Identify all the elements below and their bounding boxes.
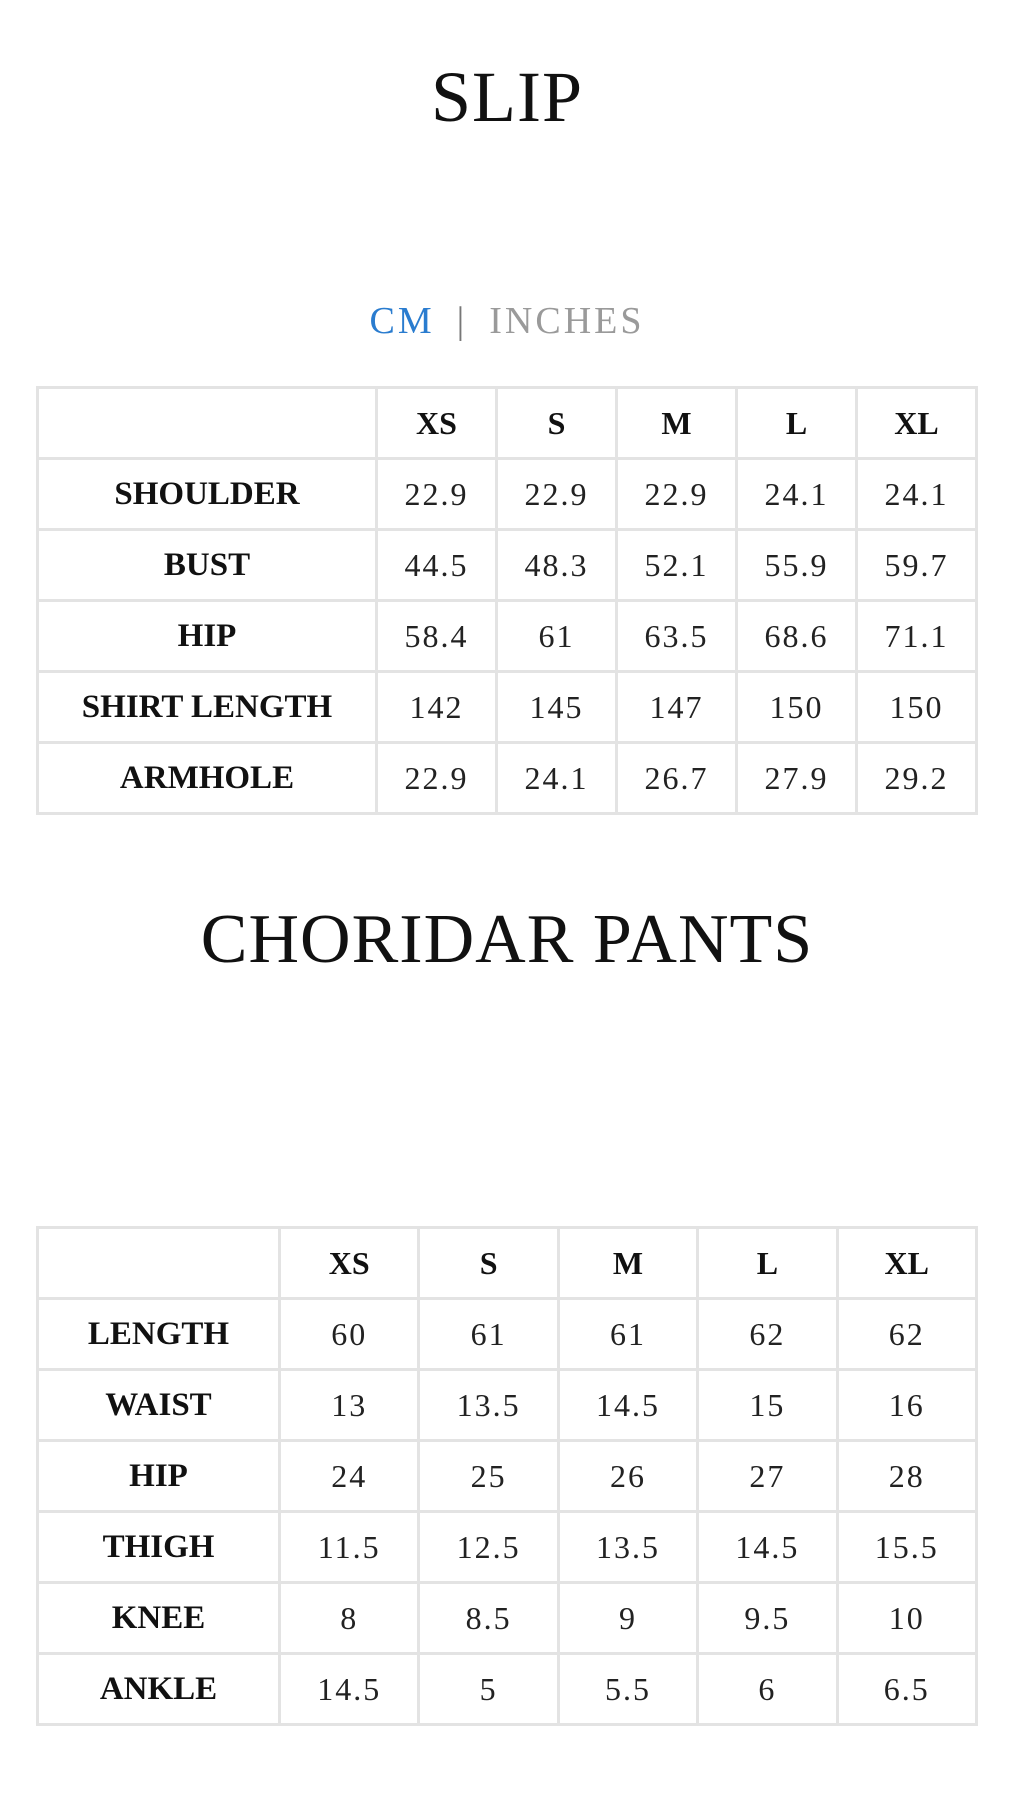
table-cell: 145	[497, 672, 617, 743]
table-cell: 8	[280, 1583, 419, 1654]
table-cell: 71.1	[857, 601, 977, 672]
row-label: ARMHOLE	[38, 743, 377, 814]
row-label: HIP	[38, 1441, 280, 1512]
table-cell: 61	[497, 601, 617, 672]
size-header-xl: XL	[837, 1228, 976, 1299]
table-row	[38, 1441, 977, 1512]
table-row	[38, 1583, 977, 1654]
choridar-size-table	[36, 1226, 978, 1726]
table-cell: 22.9	[377, 743, 497, 814]
table-cell: 28	[837, 1441, 976, 1512]
table-cell: 27.9	[737, 743, 857, 814]
table-cell: 13.5	[419, 1370, 558, 1441]
size-header-xl: XL	[857, 388, 977, 459]
table-cell: 11.5	[280, 1512, 419, 1583]
table-cell: 6	[698, 1654, 837, 1725]
table-cell: 15	[698, 1370, 837, 1441]
size-header-l: L	[737, 388, 857, 459]
table-cell: 16	[837, 1370, 976, 1441]
table-cell: 27	[698, 1441, 837, 1512]
row-label: LENGTH	[38, 1299, 280, 1370]
table-cell: 22.9	[617, 459, 737, 530]
size-header-xs: XS	[280, 1228, 419, 1299]
slip-size-table	[36, 386, 978, 815]
unit-toggle	[0, 296, 1014, 346]
table-cell: 29.2	[857, 743, 977, 814]
table-cell: 63.5	[617, 601, 737, 672]
header-corner-cell	[38, 1228, 280, 1299]
size-header-s: S	[419, 1228, 558, 1299]
table-cell: 48.3	[497, 530, 617, 601]
table-row	[38, 1370, 977, 1441]
table-cell: 142	[377, 672, 497, 743]
table-cell: 9	[558, 1583, 697, 1654]
table-row	[38, 1299, 977, 1370]
table-cell: 26	[558, 1441, 697, 1512]
table-cell: 24	[280, 1441, 419, 1512]
table-cell: 58.4	[377, 601, 497, 672]
table-cell: 150	[857, 672, 977, 743]
table-cell: 147	[617, 672, 737, 743]
table-cell: 12.5	[419, 1512, 558, 1583]
row-label: HIP	[38, 601, 377, 672]
table-cell: 61	[558, 1299, 697, 1370]
unit-cm-tab[interactable]: CM	[369, 300, 435, 342]
table-row	[38, 459, 977, 530]
table-cell: 44.5	[377, 530, 497, 601]
row-label: SHIRT LENGTH	[38, 672, 377, 743]
table-cell: 14.5	[280, 1654, 419, 1725]
table-cell: 25	[419, 1441, 558, 1512]
table-cell: 24.1	[857, 459, 977, 530]
table-header-row	[38, 388, 977, 459]
table-row	[38, 1654, 977, 1725]
row-label: SHOULDER	[38, 459, 377, 530]
table-cell: 59.7	[857, 530, 977, 601]
header-corner-cell	[38, 388, 377, 459]
table-cell: 68.6	[737, 601, 857, 672]
table-cell: 52.1	[617, 530, 737, 601]
table-cell: 60	[280, 1299, 419, 1370]
table-header-row	[38, 1228, 977, 1299]
size-header-m: M	[617, 388, 737, 459]
unit-inches-tab[interactable]: INCHES	[489, 300, 645, 342]
row-label: WAIST	[38, 1370, 280, 1441]
unit-separator: |	[456, 300, 468, 342]
table-cell: 14.5	[698, 1512, 837, 1583]
table-cell: 22.9	[497, 459, 617, 530]
table-cell: 6.5	[837, 1654, 976, 1725]
table-cell: 150	[737, 672, 857, 743]
table-cell: 5	[419, 1654, 558, 1725]
size-header-m: M	[558, 1228, 697, 1299]
table-cell: 22.9	[377, 459, 497, 530]
size-header-xs: XS	[377, 388, 497, 459]
table-cell: 14.5	[558, 1370, 697, 1441]
row-label: KNEE	[38, 1583, 280, 1654]
choridar-pants-title: CHORIDAR PANTS	[200, 901, 814, 978]
table-cell: 24.1	[737, 459, 857, 530]
table-cell: 13.5	[558, 1512, 697, 1583]
table-cell: 62	[837, 1299, 976, 1370]
row-label: BUST	[38, 530, 377, 601]
table-cell: 24.1	[497, 743, 617, 814]
table-cell: 8.5	[419, 1583, 558, 1654]
row-label: ANKLE	[38, 1654, 280, 1725]
table-row	[38, 743, 977, 814]
table-row	[38, 601, 977, 672]
table-cell: 15.5	[837, 1512, 976, 1583]
table-row	[38, 530, 977, 601]
size-header-s: S	[497, 388, 617, 459]
table-cell: 61	[419, 1299, 558, 1370]
table-cell: 55.9	[737, 530, 857, 601]
table-cell: 13	[280, 1370, 419, 1441]
table-cell: 10	[837, 1583, 976, 1654]
table-cell: 26.7	[617, 743, 737, 814]
slip-title: SLIP	[430, 57, 584, 137]
table-row	[38, 1512, 977, 1583]
row-label: THIGH	[38, 1512, 280, 1583]
size-header-l: L	[698, 1228, 837, 1299]
table-cell: 9.5	[698, 1583, 837, 1654]
table-row	[38, 672, 977, 743]
table-cell: 62	[698, 1299, 837, 1370]
table-cell: 5.5	[558, 1654, 697, 1725]
